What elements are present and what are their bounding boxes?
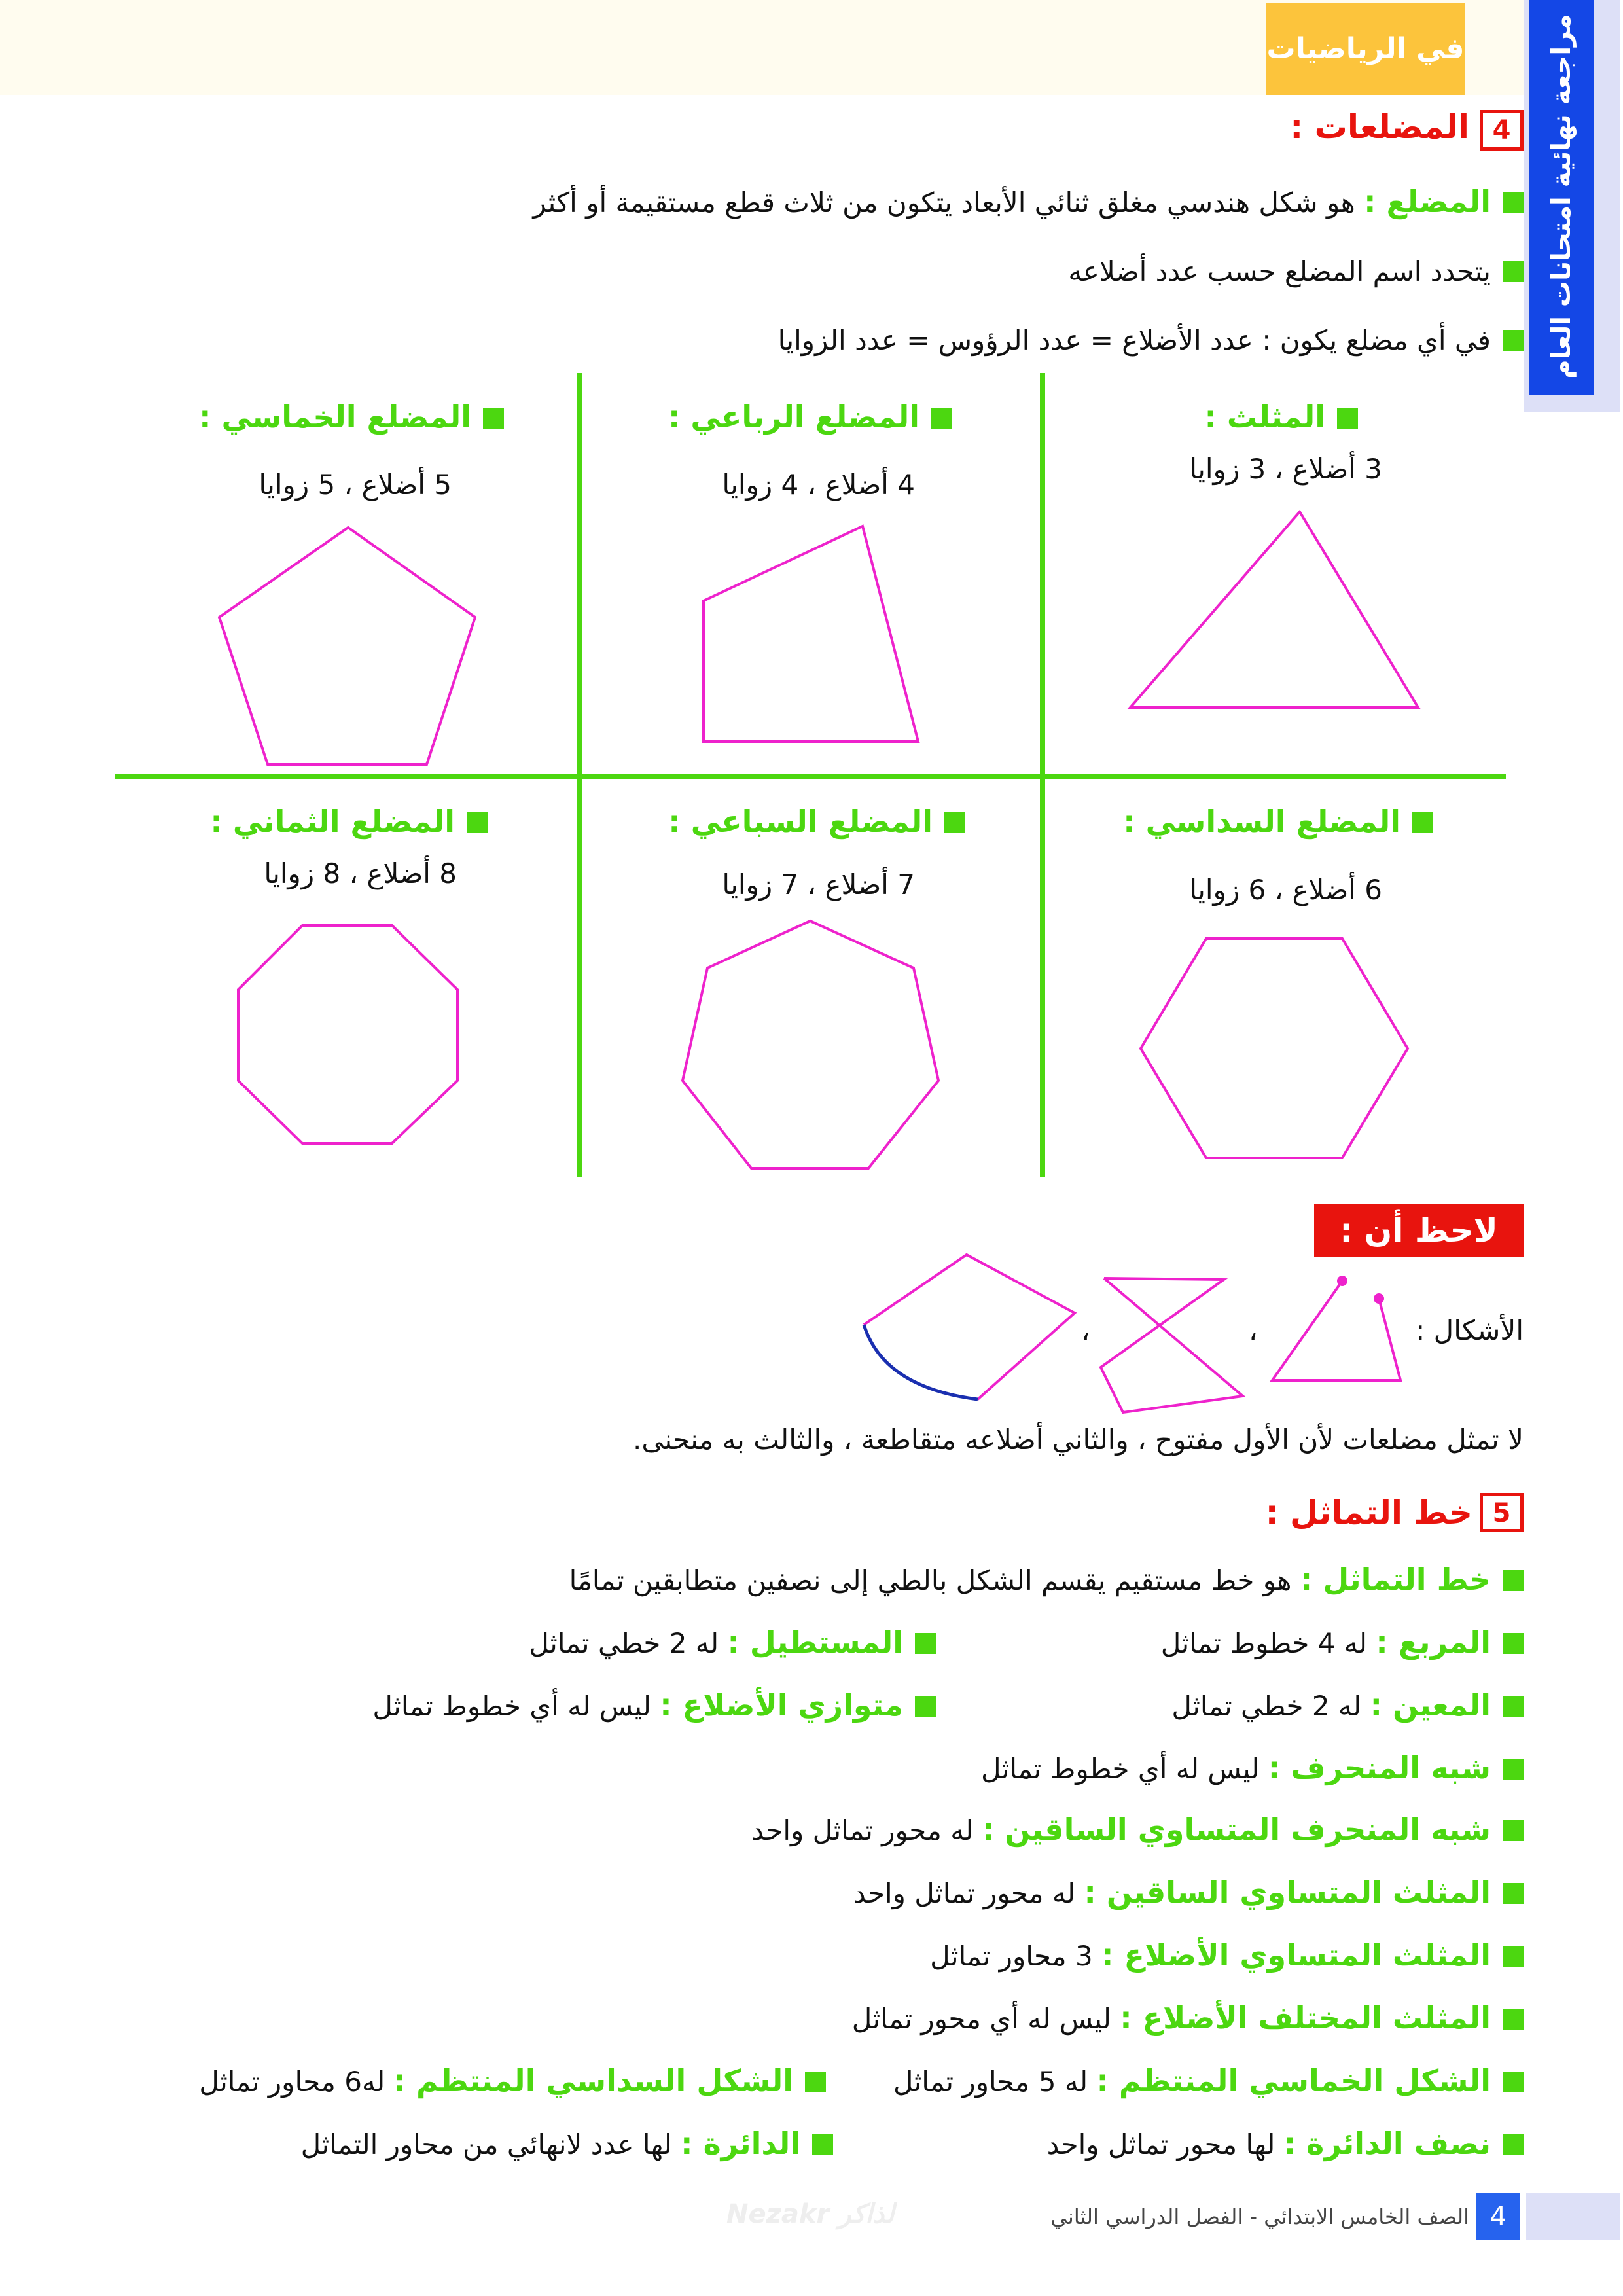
term: المثلث المتساوي الأضلاع : [1101,1937,1491,1973]
open-end-dot [1374,1293,1384,1304]
bullet-icon [1503,1883,1524,1904]
desc: له 2 خطي تماثل [529,1627,728,1659]
section-5-number: 5 [1480,1493,1524,1532]
section-4-number: 4 [1480,110,1524,151]
symmetry-item [301,2124,833,2164]
desc: له 4 خطوط تماثل [1160,1627,1376,1659]
term: المضلع : [1364,184,1491,219]
symmetry-item [981,1748,1524,1789]
desc: ليس له أي محور تماثل [851,2003,1120,2035]
side-banner-text: مراجعة نهائية امتحانات العام [1546,14,1577,379]
term: الدائرة : [681,2126,800,2161]
symmetry-item [853,1873,1524,1913]
term: متوازي الأضلاع : [660,1687,903,1723]
desc: له6 محاور تماثل [199,2066,394,2098]
label: المضلع الرباعي : [668,399,919,435]
term: الشكل السداسي المنتظم : [393,2063,793,2098]
hexagon-count: 6 أضلاع ، 6 زوايا [1189,874,1382,906]
footer-band [1526,2193,1620,2240]
bullet-icon [805,2072,826,2092]
label: المضلع السباعي : [668,804,933,839]
bullet-icon [812,2134,833,2155]
bullet-icon [1503,2072,1524,2092]
footer-text: الصف الخامس الابتدائي - الفصل الدراسي الثاني [1050,2204,1469,2229]
label: المضلع الثماني : [210,804,455,839]
desc: ليس له أي خطوط تماثل [980,1753,1268,1785]
rule-text: في أي مضلع يكون : عدد الأضلاع = عدد الرؤوس = عدد الزوايا [777,324,1491,356]
symmetry-item [1047,2124,1524,2164]
hexagon-shape [1141,939,1408,1158]
label: المثلث : [1204,399,1325,435]
octagon-count: 8 أضلاع ، 8 زوايا [264,857,457,889]
bullet-icon [1503,1696,1524,1717]
desc: له 2 خطي تماثل [1171,1690,1370,1722]
bullet-icon [1503,2009,1524,2030]
quadrilateral-count: 4 أضلاع ، 4 زوايا [722,469,915,501]
bullet-icon [1503,1820,1524,1841]
notice-badge: لاحظ أن : [1314,1204,1524,1257]
definition-text: هو خط مستقيم يقسم الشكل بالطي إلى نصفين متطابقين تمامًا [569,1564,1300,1596]
term: المثلث المتساوي الساقين : [1084,1874,1491,1910]
octagon-shape [238,925,457,1143]
label: المضلع الخماسي : [199,399,471,435]
crossed-shape [1101,1278,1243,1412]
triangle-shape [1130,512,1418,708]
curved-shape-arc [864,1325,978,1399]
notice-text: لا تمثل مضلعات لأن الأول مفتوح ، والثاني أضلاعه متقاطعة ، والثالث به منحنى. [632,1424,1524,1456]
bullet-icon [1503,1946,1524,1967]
bullet-icon [1503,1570,1524,1591]
curved-shape-lines [864,1255,1075,1399]
symmetry-item [529,1623,936,1663]
desc: ليس له أي خطوط تماثل [372,1690,660,1722]
desc: له محور تماثل واحد [751,1814,982,1846]
desc: 3 محاور تماثل [930,1940,1102,1972]
definition-text: هو شكل هندسي مغلق ثنائي الأبعاد يتكون من ثلاث قطع مستقيمة أو أكثر [533,187,1364,219]
term: شبه المنحرف المتساوي الساقين : [982,1812,1491,1847]
info-text: يتحدد اسم المضلع حسب عدد أضلاعه [1068,255,1491,287]
symmetry-definition [569,1560,1524,1600]
quadrilateral-shape [704,526,918,742]
term: المستطيل : [727,1624,903,1660]
term: نصف الدائرة : [1283,2126,1491,2161]
symmetry-item [751,1810,1524,1850]
bullet-icon [1503,1633,1524,1654]
pentagon-count: 5 أضلاع ، 5 زوايا [259,469,452,501]
comma: ، [1249,1314,1258,1346]
term: المربع : [1376,1624,1491,1660]
symmetry-item [1161,1623,1524,1663]
open-end-dot [1337,1276,1347,1286]
symmetry-item [852,1998,1524,2039]
page-number: 4 [1476,2193,1520,2240]
heptagon-shape [683,921,938,1168]
term: المعين : [1370,1687,1491,1723]
symmetry-item [930,1935,1524,1976]
term: الشكل الخماسي المنتظم : [1096,2063,1491,2098]
bullet-icon [1503,1759,1524,1780]
symmetry-item [893,2061,1524,2102]
desc: لها محور تماثل واحد [1046,2128,1284,2161]
bullet-icon [915,1696,936,1717]
bullet-icon [915,1633,936,1654]
shapes-label: الأشكال : [1416,1314,1524,1346]
desc: له 5 محاور تماثل [893,2066,1097,2098]
bullet-icon [1503,2134,1524,2155]
symmetry-item [199,2061,826,2102]
subject-badge: في الرياضيات [1266,3,1465,95]
pentagon-shape [219,528,475,764]
section-5-title: خط التماثل : [1265,1494,1472,1532]
term: شبه المنحرف : [1268,1750,1491,1785]
term: المثلث المختلف الأضلاع : [1120,2000,1491,2036]
heptagon-count: 7 أضلاع ، 7 زوايا [722,869,915,901]
section-4-title: المضلعات : [1290,108,1469,146]
label: المضلع السداسي : [1123,804,1400,839]
symmetry-item [372,1685,936,1726]
comma: ، [1081,1314,1090,1346]
desc: له محور تماثل واحد [853,1877,1084,1909]
symmetry-item [1171,1685,1524,1726]
triangle-count: 3 أضلاع ، 3 زوايا [1189,453,1382,485]
term: خط التماثل : [1300,1562,1491,1597]
desc: لها عدد لانهائي من محاور التماثل [300,2128,681,2161]
watermark: Nezakr لذاكر [726,2199,895,2229]
